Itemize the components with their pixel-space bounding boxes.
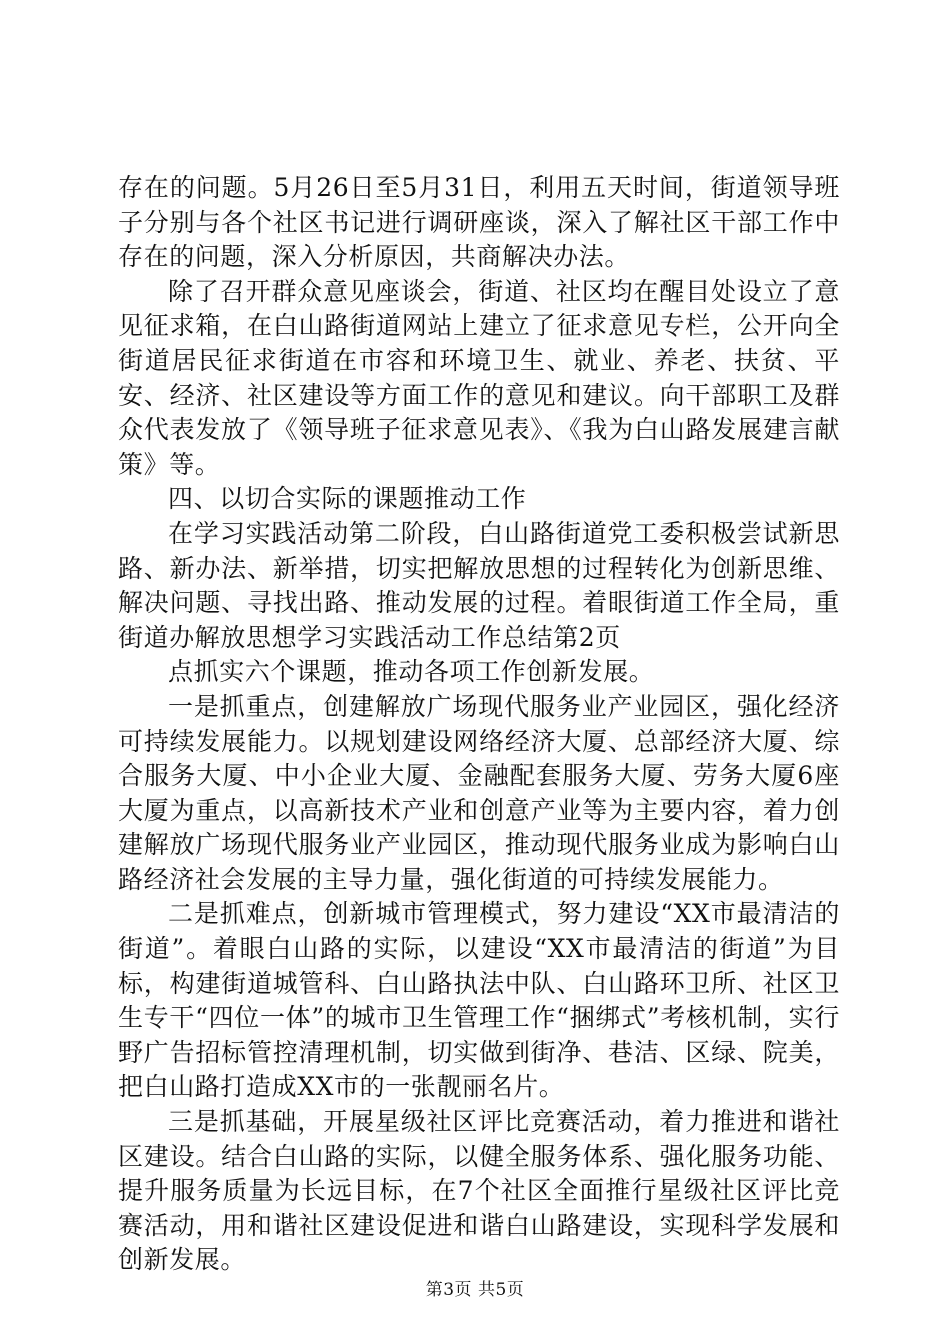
document-body (118, 171, 840, 1278)
section-heading: 四、以切合实际的课题推动工作 (168, 484, 527, 514)
page-number-footer: 第3页 共5页 (425, 1280, 525, 1300)
paragraph-six-topics: 点抓实六个课题，推动各项工作创新发展。 (168, 657, 655, 687)
paragraph-continuation: 存在的问题。5月26日至5月31日，利用五天时间，街道领导班子分别与各个社区书记进行调研座谈，深入了解社区干部工作中存在的问题，深入分析原因，共商解决办法。 (118, 173, 840, 272)
paragraph-point-one: 一是抓重点，创建解放广场现代服务业产业园区，强化经济可持续发展能力。以规划建设网络经济大厦、总部经济大厦、综合服务大厦、中小企业大厦、金融配套服务大厦、劳务大厦6座大厦为重点，以高新技术产业和创意产业等为主要内容，着力创建解放广场现代服务业产业园区，推动现代服务业成为影响白山路经济社会发展的主导力量，强化街道的可持续发展能力。 (118, 691, 840, 894)
paragraph-second-stage: 在学习实践活动第二阶段，白山路街道党工委积极尝试新思路、新办法、新举措，切实把解放思想的过程转化为创新思维、解决问题、寻找出路、推动发展的过程。着眼街道工作全局，重街道办解放思想学习实践活动工作总结第2页 (118, 518, 840, 652)
paragraph-point-two: 二是抓难点，创新城市管理模式，努力建设“XX市最清洁的街道”。着眼白山路的实际，以建设“XX市最清洁的街道”为目标，构建街道城管科、白山路执法中队、白山路环卫所、社区卫生专干“四位一体”的城市卫生管理工作“捆绑式”考核机制，实行野广告招标管控清理机制，切实做到街净、巷洁、区绿、院美，把白山路打造成XX市的一张靓丽名片。 (118, 899, 840, 1102)
paragraph-opinion-box: 除了召开群众意见座谈会，街道、社区均在醒目处设立了意见征求箱，在白山路街道网站上建立了征求意见专栏，公开向全街道居民征求街道在市容和环境卫生、就业、养老、扶贫、平安、经济、社区建设等方面工作的意见和建议。向干部职工及群众代表发放了《领导班子征求意见表》、《我为白山路发展建言献策》等。 (118, 276, 840, 479)
paragraph-point-three: 三是抓基础，开展星级社区评比竞赛活动，着力推进和谐社区建设。结合白山路的实际，以健全服务体系、强化服务功能、提升服务质量为长远目标，在7个社区全面推行星级社区评比竞赛活动，用和谐社区建设促进和谐白山路建设，实现科学发展和创新发展。 (118, 1107, 840, 1275)
